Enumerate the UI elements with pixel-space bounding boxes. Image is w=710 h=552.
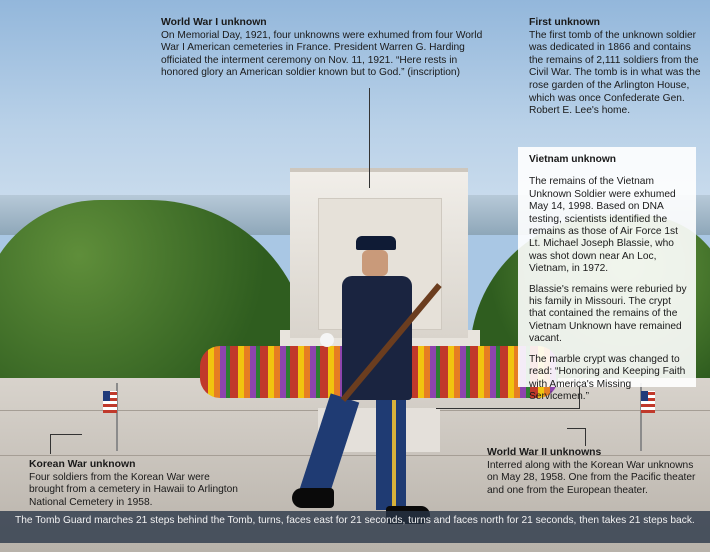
annotation-title: Korean War unknown <box>29 459 136 470</box>
annotation-first-unknown <box>529 17 707 118</box>
annotation-ww2 <box>487 447 707 497</box>
leader-line-ww1 <box>369 88 370 188</box>
annotation-vietnam-box <box>518 147 696 402</box>
annotation-text: Interred along with the Korean War unknowns on May 28, 1958. One from the Pacific theater and one from the European theater. <box>487 459 696 496</box>
leader-line-korea <box>50 434 51 454</box>
guard-torso <box>342 276 412 400</box>
annotation-title: First unknown <box>529 17 600 28</box>
leader-line-korea <box>50 434 82 435</box>
annotation-text: Four soldiers from the Korean War were brought from a cemetery in Hawaii to Arlington National Cemetery in 1958. <box>29 471 238 508</box>
annotation-title: Vietnam unknown <box>529 154 616 165</box>
annotation-title: World War I unknown <box>161 17 267 28</box>
leader-line-ww2 <box>567 428 586 429</box>
white-glove <box>320 333 334 347</box>
annotation-text: The marble crypt was changed to read: “Honoring and Keeping Faith with America's Missing Servicemen.” <box>529 353 686 402</box>
annotation-text: The first tomb of the unknown soldier was dedicated in 1866 and contains the remains of 2,111 soldiers from the Civil War. The tomb is in what was the rose garden of the Arlington House, which was once Confederate Gen. Robert E. Lee's home. <box>529 29 701 117</box>
annotation-text: The remains of the Vietnam Unknown Soldier were exhumed May 14, 1998. Based on DNA testing, scientists identified the remains as those of Air Force 1st Lt. Michael Joseph Blassie, who was shot down near An Loc, Vietnam, in 1972. <box>529 176 678 275</box>
trouser-stripe <box>392 398 396 510</box>
annotation-korean-war <box>29 459 244 509</box>
guard-shoe <box>292 488 334 508</box>
caption-bar <box>0 511 710 543</box>
guard-head <box>362 250 388 276</box>
annotation-ww1 <box>161 17 491 80</box>
guard-cap <box>356 236 396 250</box>
annotation-text: On Memorial Day, 1921, four unknowns were exhumed from four World War I American cemeteries in France. President Warren G. Harding officiated the interment ceremony on Nov. 11, 1921. “Here rests in honored glory an American soldier known but to God.” (inscription) <box>161 29 483 79</box>
annotation-title: World War II unknowns <box>487 447 602 458</box>
guard-leg <box>376 398 406 510</box>
flag-canton-left <box>103 391 110 401</box>
caption-text: The Tomb Guard marches 21 steps behind the Tomb, turns, faces east for 21 seconds, turns and faces north for 21 seconds, then takes 21 steps back. <box>15 515 695 526</box>
leader-line-ww2 <box>585 428 586 446</box>
annotation-text: Blassie's remains were reburied by his family in Missouri. The crypt that contained the remains of the Vietnam Unknown have remained vacant. <box>529 283 687 345</box>
